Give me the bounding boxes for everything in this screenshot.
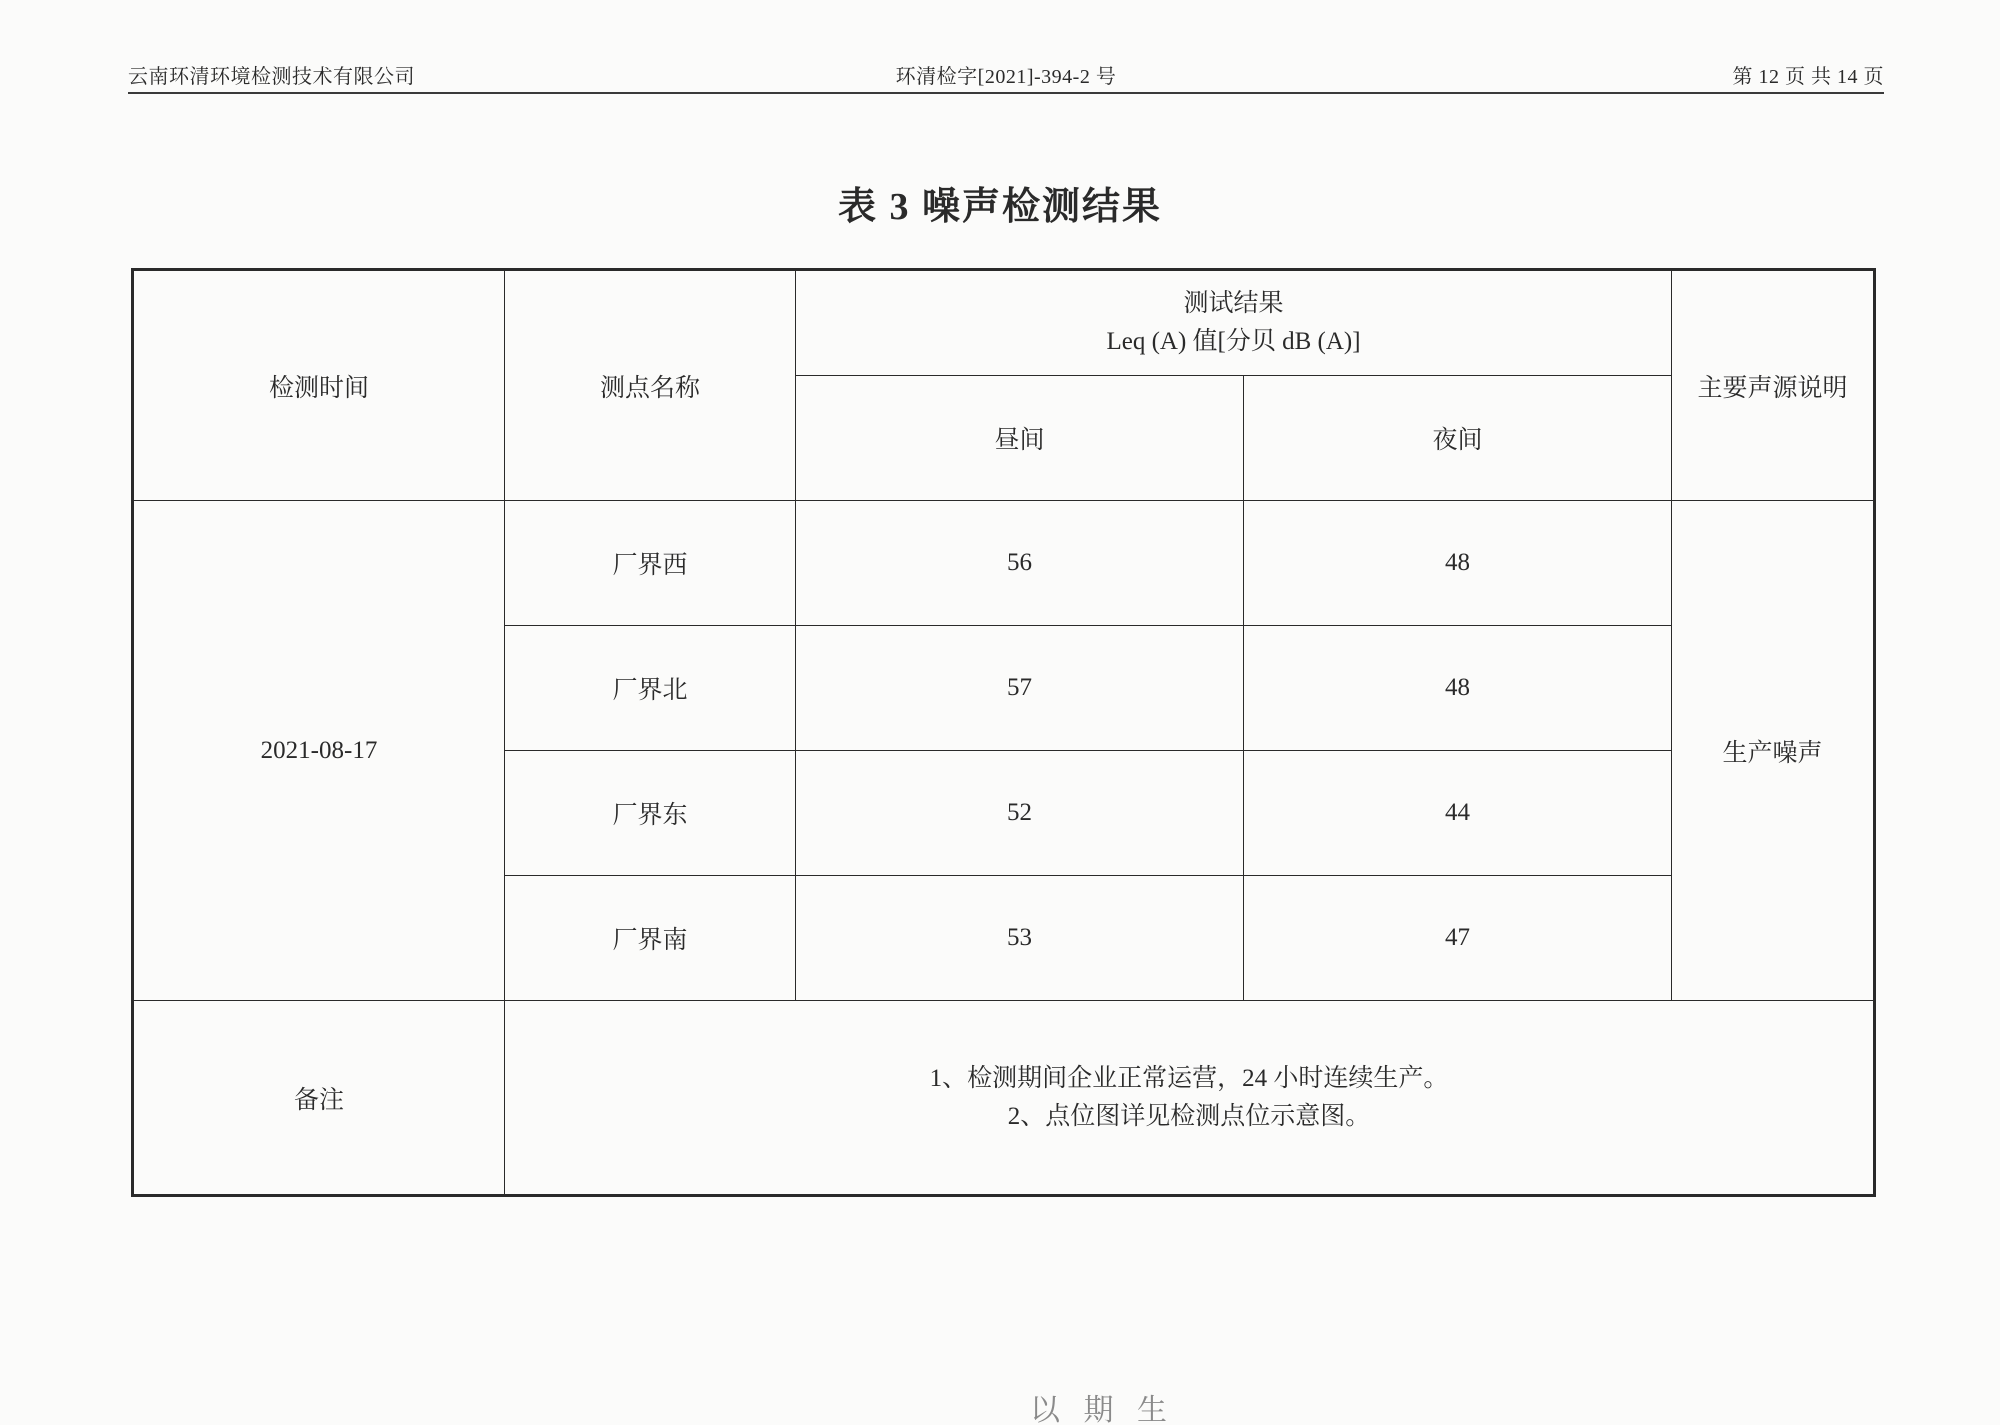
day-value: 56 [796,501,1244,626]
remarks-row [133,1001,1875,1196]
day-value: 52 [796,751,1244,876]
remark-line: 2、点位图详见检测点位示意图。 [1007,1102,1371,1130]
table-title: 表 3 噪声检测结果 [837,186,1162,228]
seal-stamp-fragment: 以 期 生 [1030,1394,1175,1425]
header-nighttime: 夜间 [1244,376,1672,501]
remarks-content [505,1001,1875,1196]
report-number: 环清检字[2021]-394-2 号 [895,66,1117,88]
remarks-label: 备注 [133,1001,505,1196]
table-row [133,501,1875,626]
point-name: 厂界南 [505,876,796,1001]
day-value: 57 [796,626,1244,751]
page-info: 第 12 页 共 14 页 [1732,66,1884,88]
night-value: 47 [1244,876,1672,1001]
page-header [128,58,1884,94]
company-name: 云南环清环境检测技术有限公司 [128,66,415,88]
header-daytime: 昼间 [796,376,1244,501]
header-test-result-title: 测试结果 [1183,290,1284,317]
noise-results-table [131,268,1876,1197]
night-value: 44 [1244,751,1672,876]
night-value: 48 [1244,626,1672,751]
header-point-name: 测点名称 [505,270,796,501]
day-value: 53 [796,876,1244,1001]
point-name: 厂界北 [505,626,796,751]
detection-date: 2021-08-17 [133,501,505,1001]
main-source: 生产噪声 [1672,501,1875,1001]
header-test-result-unit: Leq (A) 值[分贝 dB (A)] [1106,328,1361,355]
night-value: 48 [1244,501,1672,626]
point-name: 厂界东 [505,751,796,876]
point-name: 厂界西 [505,501,796,626]
header-detection-time: 检测时间 [133,270,505,501]
remark-line: 1、检测期间企业正常运营，24 小时连续生产。 [929,1064,1449,1092]
header-main-source: 主要声源说明 [1672,270,1875,501]
header-test-result [796,270,1672,376]
